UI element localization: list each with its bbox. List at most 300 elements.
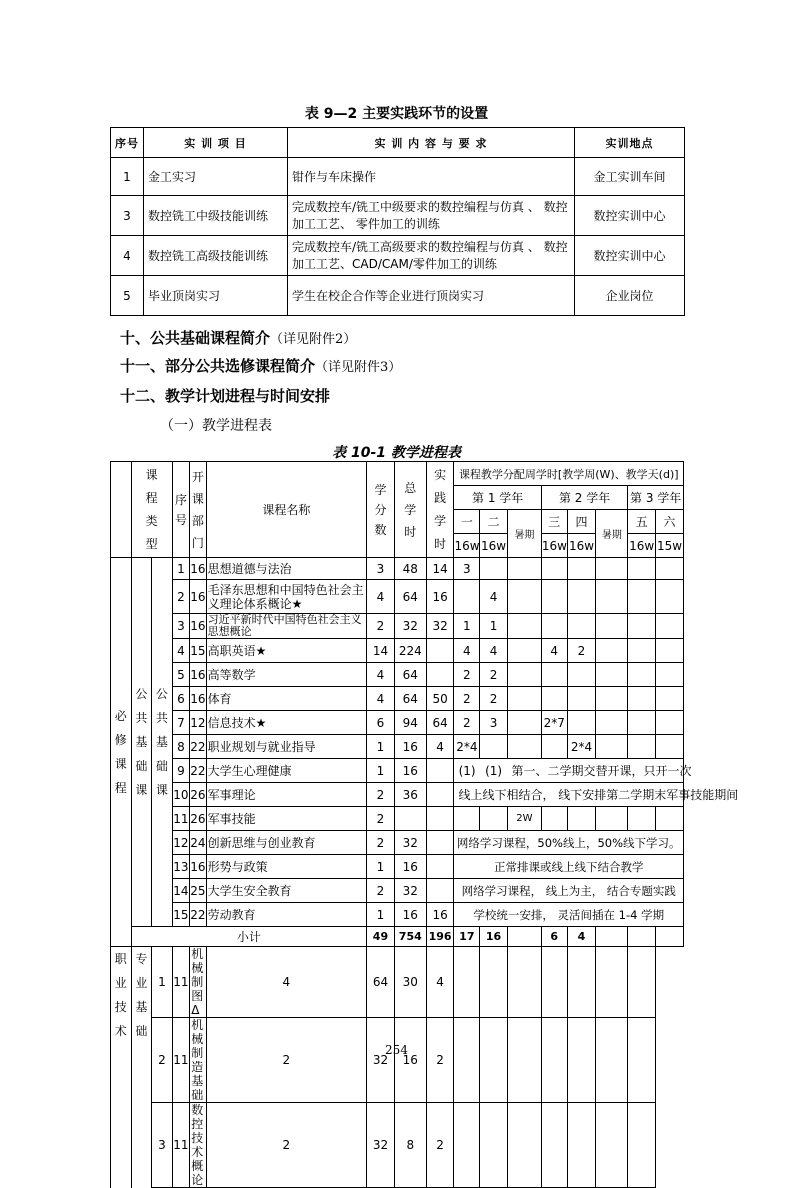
row-term: 2*4	[567, 735, 596, 759]
row-name: 形势与政策	[206, 855, 366, 879]
row-seq: 12	[172, 831, 189, 855]
row-credits: 6	[367, 711, 395, 735]
subtotal-term: 16	[480, 927, 508, 947]
row-item: 数控铣工中级技能训练	[144, 196, 288, 236]
row-term	[656, 580, 684, 614]
row-term	[454, 947, 480, 1018]
row-seq: 10	[172, 783, 189, 807]
row-credits: 4	[367, 580, 395, 614]
row-dept: 11	[172, 1103, 189, 1188]
row-practice	[426, 783, 454, 807]
header-weeks: 16w	[480, 534, 508, 558]
header-blank	[111, 462, 132, 558]
row-total: 48	[394, 558, 426, 580]
row-practice: 32	[426, 614, 454, 639]
header-summer: 暑期	[596, 510, 628, 558]
row-term: 4	[480, 580, 508, 614]
table1-title: 表 9—2 主要实践环节的设置	[304, 106, 489, 122]
header-term: 六	[656, 510, 684, 534]
header-total-char: 总	[404, 480, 417, 495]
row-practice: 16	[426, 903, 454, 927]
row-term: (1)	[454, 759, 480, 783]
row-term	[656, 639, 684, 663]
row-practice: 30	[394, 947, 426, 1018]
row-no: 1	[111, 158, 144, 196]
row-term: 2*7	[541, 711, 567, 735]
row-total: 94	[394, 711, 426, 735]
header-distribution: 课程教学分配周学时[教学周(W)、教学天(d)]	[454, 462, 684, 486]
section-10	[120, 327, 356, 348]
row-term: 4	[426, 947, 454, 1018]
row-term	[567, 807, 596, 831]
row-seq: 11	[172, 807, 189, 831]
row-credits: 4	[367, 663, 395, 687]
group-public-char: 共	[135, 711, 148, 725]
row-dept: 16	[190, 558, 206, 580]
row-seq: 3	[152, 1103, 173, 1188]
row-term	[480, 735, 508, 759]
row-term	[596, 1018, 628, 1103]
section-12: 十二、教学计划进程与时间安排	[120, 387, 331, 405]
table-row	[111, 580, 684, 614]
group-major	[131, 947, 152, 1188]
header-place: 实训地点	[575, 128, 685, 158]
row-seq: 7	[172, 711, 189, 735]
row-name: 机械制造基础	[190, 1018, 206, 1103]
row-term: 3	[454, 558, 480, 580]
row-term	[507, 614, 541, 639]
row-term	[507, 639, 541, 663]
row-term	[507, 711, 541, 735]
row-content: 学生在校企合作等企业进行顶岗实习	[288, 276, 575, 316]
row-practice: 4	[426, 735, 454, 759]
row-term: 2	[454, 687, 480, 711]
header-term: 三	[541, 510, 567, 534]
row-dept: 16	[190, 687, 206, 711]
section-11-note: （详见附件3）	[315, 360, 402, 375]
row-term	[656, 558, 684, 580]
subtotal-row	[111, 927, 684, 947]
header-dept-char: 课	[191, 491, 204, 506]
header-weeks: 16w	[567, 534, 596, 558]
row-practice	[426, 879, 454, 903]
table-row	[111, 158, 685, 196]
group-vocational-char: 职	[114, 952, 127, 966]
table-row	[111, 711, 684, 735]
row-term	[628, 1103, 656, 1188]
row-term	[567, 1103, 596, 1188]
header-practice-char: 实	[434, 467, 447, 482]
row-credits: 2	[367, 807, 395, 831]
row-term	[480, 1103, 508, 1188]
row-credits: 3	[367, 558, 395, 580]
row-total	[394, 807, 426, 831]
row-credits: 1	[367, 903, 395, 927]
group-vocational	[111, 947, 132, 1188]
header-content: 实 训 内 容 与 要 求	[288, 128, 575, 158]
subtotal-total: 754	[394, 927, 426, 947]
group-required	[111, 558, 132, 947]
row-credits: 2	[367, 783, 395, 807]
row-practice: 16	[426, 580, 454, 614]
row-dept: 12	[190, 711, 206, 735]
row-term	[628, 735, 656, 759]
row-credits: 14	[367, 639, 395, 663]
header-term: 四	[567, 510, 596, 534]
header-credits-char: 数	[374, 522, 387, 537]
row-seq: 9	[172, 759, 189, 783]
row-practice	[426, 759, 454, 783]
header-weeks: 16w	[628, 534, 656, 558]
group-public-char: 基	[135, 735, 148, 749]
row-term	[628, 711, 656, 735]
table-row	[111, 1018, 684, 1103]
header-dept-char: 开	[191, 469, 204, 484]
header-weeks: 15w	[656, 534, 684, 558]
row-name: 毛泽东思想和中国特色社会主义理论体系概论★	[206, 580, 366, 614]
row-seq: 5	[172, 663, 189, 687]
row-name: 高职英语★	[206, 639, 366, 663]
group-public-2	[152, 558, 173, 927]
table-row	[111, 807, 684, 831]
row-term	[656, 711, 684, 735]
row-seq: 2	[152, 1018, 173, 1103]
row-dept: 22	[190, 903, 206, 927]
row-term	[628, 614, 656, 639]
group-vocational-char: 业	[114, 976, 127, 990]
row-name: 数控技术概论	[190, 1103, 206, 1188]
row-term	[596, 711, 628, 735]
row-content: 完成数控车/铣工中级要求的数控编程与仿真 、 数控加工工艺、 零件加工的训练	[288, 196, 575, 236]
row-term	[541, 614, 567, 639]
row-practice: 50	[426, 687, 454, 711]
row-dept: 26	[190, 783, 206, 807]
header-item: 实 训 项 目	[144, 128, 288, 158]
row-term	[507, 1018, 541, 1103]
subtotal-term: 17	[454, 927, 480, 947]
row-seq: 15	[172, 903, 189, 927]
table-row	[111, 614, 684, 639]
group-public-char: 公	[155, 687, 168, 701]
row-no: 4	[111, 236, 144, 276]
subtotal-practice: 196	[426, 927, 454, 947]
row-credits: 2	[206, 1103, 366, 1188]
row-no: 3	[111, 196, 144, 236]
row-practice: 64	[426, 711, 454, 735]
row-name: 军事技能	[206, 807, 366, 831]
group-public	[131, 558, 152, 927]
row-term	[596, 580, 628, 614]
table-row	[111, 783, 684, 807]
row-term: 2	[426, 1103, 454, 1188]
row-seq: 2	[172, 580, 189, 614]
row-credits: 1	[367, 735, 395, 759]
row-term: 4	[541, 639, 567, 663]
row-seq: 14	[172, 879, 189, 903]
row-term	[541, 687, 567, 711]
row-credits: 1	[367, 855, 395, 879]
row-term	[628, 687, 656, 711]
row-term	[541, 663, 567, 687]
group-public-char: 共	[155, 711, 168, 725]
group-required-char: 必	[114, 709, 127, 723]
subtotal-term	[628, 927, 656, 947]
header-seq	[172, 462, 189, 558]
row-term	[656, 614, 684, 639]
row-total: 16	[394, 855, 426, 879]
row-total: 32	[367, 1103, 395, 1188]
header-no: 序号	[111, 128, 144, 158]
table-row	[111, 687, 684, 711]
row-term: 1	[480, 614, 508, 639]
row-name: 习近平新时代中国特色社会主义思想概论	[206, 614, 366, 639]
row-total: 64	[394, 580, 426, 614]
row-term: 2	[454, 663, 480, 687]
row-name: 劳动教育	[206, 903, 366, 927]
row-term	[596, 1103, 628, 1188]
row-dept: 25	[190, 879, 206, 903]
subtotal-term	[596, 927, 628, 947]
subtotal-term	[656, 927, 684, 947]
table-row	[111, 663, 684, 687]
row-term: 2*4	[454, 735, 480, 759]
row-term	[567, 1018, 596, 1103]
row-place: 数控实训中心	[575, 236, 685, 276]
row-item: 毕业顶岗实习	[144, 276, 288, 316]
row-name: 创新思维与创业教育	[206, 831, 366, 855]
row-seq: 13	[172, 855, 189, 879]
table-row	[111, 947, 684, 1018]
row-practice: 16	[394, 1018, 426, 1103]
row-dept: 16	[190, 663, 206, 687]
row-total: 64	[394, 663, 426, 687]
row-term	[596, 558, 628, 580]
row-term	[454, 1018, 480, 1103]
table-row	[111, 759, 684, 783]
header-type-char: 程	[145, 490, 158, 505]
row-term	[628, 807, 656, 831]
row-term	[541, 735, 567, 759]
row-note: 线上线下相结合， 线下安排第二学期末军事技能期间	[454, 783, 684, 807]
row-term	[596, 735, 628, 759]
group-public-char: 课	[155, 783, 168, 797]
row-dept: 26	[190, 807, 206, 831]
header-type-char: 型	[145, 536, 158, 551]
row-term	[507, 558, 541, 580]
header-type-char: 类	[145, 513, 158, 528]
table-row	[111, 236, 685, 276]
table-row	[111, 903, 684, 927]
row-term	[567, 580, 596, 614]
row-term	[596, 687, 628, 711]
header-dept-char: 部	[191, 513, 204, 528]
row-note: 第一、二学期交替开课，只开一次	[507, 759, 683, 783]
row-name: 大学生安全教育	[206, 879, 366, 903]
group-public-char: 础	[155, 759, 168, 773]
row-term	[628, 558, 656, 580]
subtotal-term: 6	[541, 927, 567, 947]
table-row	[111, 558, 684, 580]
row-term: 3	[480, 711, 508, 735]
header-total	[394, 462, 426, 558]
group-major-char: 础	[135, 1024, 148, 1038]
group-major-char: 专	[135, 952, 148, 966]
row-total: 32	[394, 614, 426, 639]
row-term	[541, 807, 567, 831]
row-practice	[426, 663, 454, 687]
header-year-1: 第 1 学年	[454, 486, 541, 510]
subtotal-credits: 49	[367, 927, 395, 947]
header-dept	[190, 462, 206, 558]
header-term: 五	[628, 510, 656, 534]
row-term	[567, 947, 596, 1018]
group-vocational-char: 技	[114, 1000, 127, 1014]
row-item: 金工实习	[144, 158, 288, 196]
table-row	[111, 639, 684, 663]
row-credits: 2	[367, 614, 395, 639]
row-practice: 14	[426, 558, 454, 580]
group-public-char: 基	[155, 735, 168, 749]
row-seq: 1	[172, 558, 189, 580]
row-term	[567, 558, 596, 580]
row-practice	[426, 807, 454, 831]
header-practice-char: 时	[434, 536, 447, 551]
row-seq: 6	[172, 687, 189, 711]
row-total: 64	[394, 687, 426, 711]
row-dept: 16	[190, 580, 206, 614]
row-note: 正常排课或线上线下结合教学	[454, 855, 684, 879]
row-note: 网络学习课程， 线上为主， 结合专题实践	[454, 879, 684, 903]
table-row	[111, 879, 684, 903]
row-total: 16	[394, 903, 426, 927]
row-term	[507, 663, 541, 687]
row-term	[507, 947, 541, 1018]
row-term: 4	[480, 639, 508, 663]
row-term: (1)	[480, 759, 508, 783]
row-term	[567, 711, 596, 735]
row-term: 2	[480, 687, 508, 711]
header-type-char: 课	[145, 467, 158, 482]
row-place: 金工实训车间	[575, 158, 685, 196]
row-credits: 2	[367, 831, 395, 855]
row-term: 2	[454, 711, 480, 735]
header-year-3: 第 3 学年	[628, 486, 684, 510]
row-seq: 8	[172, 735, 189, 759]
subsection-1: （一）教学进程表	[160, 418, 272, 434]
row-term	[596, 947, 628, 1018]
row-dept: 16	[190, 855, 206, 879]
row-credits: 2	[206, 1018, 366, 1103]
row-name: 职业规划与就业指导	[206, 735, 366, 759]
subtotal-term: 4	[567, 927, 596, 947]
group-public-char: 础	[135, 759, 148, 773]
page-number: 254	[385, 1043, 408, 1057]
group-required-char: 修	[114, 733, 127, 747]
group-major-char: 基	[135, 1000, 148, 1014]
row-term	[541, 947, 567, 1018]
row-dept: 11	[172, 1018, 189, 1103]
row-seq: 1	[152, 947, 173, 1018]
row-practice	[426, 831, 454, 855]
header-name: 课程名称	[206, 462, 366, 558]
row-dept: 16	[190, 614, 206, 639]
header-term: 二	[480, 510, 508, 534]
table-row	[111, 855, 684, 879]
row-dept: 22	[190, 735, 206, 759]
header-weeks: 16w	[541, 534, 567, 558]
row-credits: 4	[206, 947, 366, 1018]
table-row	[111, 735, 684, 759]
row-practice: 8	[394, 1103, 426, 1188]
row-seq: 3	[172, 614, 189, 639]
row-total: 16	[394, 735, 426, 759]
row-practice	[426, 639, 454, 663]
table-row	[111, 1103, 684, 1188]
table-row	[111, 831, 684, 855]
row-term	[656, 807, 684, 831]
row-term	[507, 580, 541, 614]
row-term: 2	[480, 663, 508, 687]
row-total: 16	[394, 759, 426, 783]
row-term	[454, 580, 480, 614]
row-credits: 2	[367, 879, 395, 903]
row-term-military: 2W	[507, 807, 541, 831]
row-no: 5	[111, 276, 144, 316]
section-11-title: 十一、部分公共选修课程简介	[120, 357, 316, 375]
row-term: 2	[567, 639, 596, 663]
row-content: 钳作与车床操作	[288, 158, 575, 196]
header-weeks: 16w	[454, 534, 480, 558]
table2-title: 表 10-1 教学进程表	[332, 445, 461, 461]
row-name: 信息技术★	[206, 711, 366, 735]
row-credits: 4	[367, 687, 395, 711]
row-term	[507, 1103, 541, 1188]
row-term	[656, 687, 684, 711]
row-term	[454, 807, 480, 831]
section-10-note: （详见附件2）	[270, 332, 357, 347]
row-term	[480, 807, 508, 831]
header-total-char: 时	[404, 524, 417, 539]
group-vocational-char: 术	[114, 1024, 127, 1038]
row-item: 数控铣工高级技能训练	[144, 236, 288, 276]
row-term: 4	[454, 639, 480, 663]
row-term	[596, 639, 628, 663]
group-required-char: 程	[114, 781, 127, 795]
row-name: 体育	[206, 687, 366, 711]
header-year-2: 第 2 学年	[541, 486, 627, 510]
header-credits-char: 学	[374, 482, 387, 497]
header-term: 一	[454, 510, 480, 534]
row-total: 32	[394, 879, 426, 903]
header-dept-char: 门	[191, 535, 204, 550]
row-seq: 4	[172, 639, 189, 663]
row-term	[454, 1103, 480, 1188]
row-dept: 24	[190, 831, 206, 855]
header-total-char: 学	[404, 502, 417, 517]
row-name: 机械制图 Δ	[190, 947, 206, 1018]
row-term: 1	[454, 614, 480, 639]
row-note: 学校统一安排， 灵活间插在 1-4 学期	[454, 903, 684, 927]
row-term	[507, 735, 541, 759]
row-term	[567, 663, 596, 687]
row-term	[628, 947, 656, 1018]
row-term	[596, 807, 628, 831]
row-term	[628, 580, 656, 614]
table-row	[111, 276, 685, 316]
row-place: 企业岗位	[575, 276, 685, 316]
header-summer: 暑期	[507, 510, 541, 558]
header-type	[131, 462, 172, 558]
